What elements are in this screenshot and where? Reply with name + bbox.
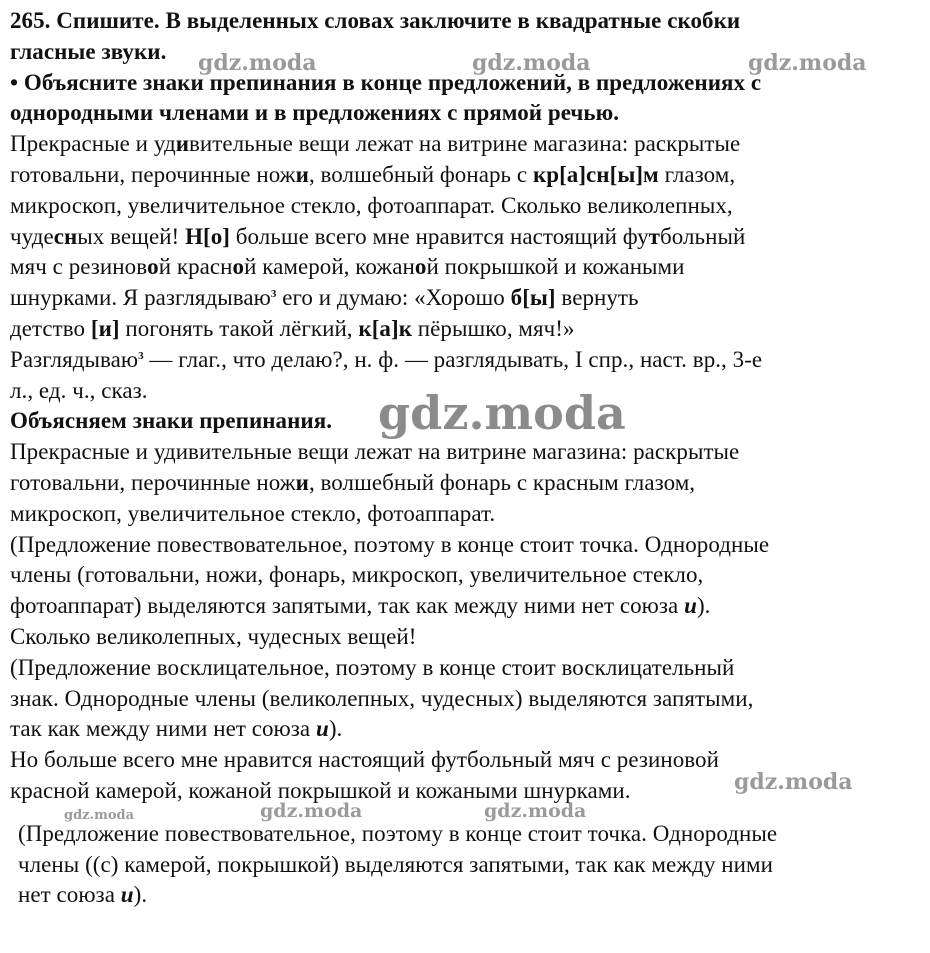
watermark: gdz.moda [748,50,867,76]
text-line: микроскоп, увеличительное стекло, фотоаппарат. Сколько великолепных, [10,192,733,218]
watermark: gdz.moda [472,50,591,76]
watermark: gdz.moda [64,808,135,823]
explain-line: так как между ними нет союза и). [10,716,343,742]
explain-line: Но больше всего мне нравится настоящий футбольный мяч с резиновой [10,747,719,773]
morph-note: л., ед. ч., сказ. [10,377,148,403]
explain-line: члены (готовальни, ножи, фонарь, микроскоп, увеличительное стекло, [10,562,704,588]
watermark: gdz.moda [734,769,853,795]
text-line: шнурками. Я разглядываю$^3$ его и думаю: «Хорошо б[ы] вернуть [10,285,639,311]
text-line: готовальни, перочинные ножи, волшебный фонарь с кр[а]сн[ы]м глазом, [10,161,736,187]
task-line: однородными членами и в предложениях с прямой речью. [10,100,620,126]
explain-line: (Предложение повествовательное, поэтому в конце стоит точка. Однородные [10,531,770,557]
task-line: • Объясните знаки препинания в конце предложений, в предложениях с [10,69,762,95]
explain-line: готовальни, перочинные ножи, волшебный фонарь с красным глазом, [10,469,696,495]
text-line: детство [и] погонять такой лёгкий, к[а]к пёрышко, мяч!» [10,315,575,341]
explain-line: Сколько великолепных, чудесных вещей! [10,623,417,649]
explain-line: (Предложение повествовательное, поэтому в конце стоит точка. Однородные [18,820,778,846]
section-heading: Объясняем знаки препинания. [10,408,333,434]
text-line: мяч с резиновой красной камерой, кожаной покрышкой и кожаными [10,254,685,280]
explain-line: нет союза и). [18,882,148,908]
task-line: гласные звуки. [10,38,167,64]
explain-line: микроскоп, увеличительное стекло, фотоаппарат. [10,500,496,526]
watermark: gdz.moda [260,800,363,822]
explain-line: члены ((с) камерой, покрышкой) выделяются запятыми, так как между ними [18,851,773,877]
watermark: gdz.moda [378,386,626,440]
explain-line: знак. Однородные члены (великолепных, чудесных) выделяются запятыми, [10,685,754,711]
watermark: gdz.moda [484,800,587,822]
explain-line: красной камерой, кожаной покрышкой и кожаными шнурками. [10,777,631,803]
task-line: 265. Спишите. В выделенных словах заключите в квадратные скобки [10,8,741,33]
text-line: чудесных вещей! Н[о] больше всего мне нравится настоящий футбольный [10,223,746,249]
exercise-number: 265. [10,8,51,33]
explain-line: (Предложение восклицательное, поэтому в конце стоит восклицательный [10,654,735,680]
watermark: gdz.moda [198,50,317,76]
explain-line: фотоаппарат) выделяются запятыми, так как между ними нет союза и). [10,593,711,619]
explain-line: Прекрасные и удивительные вещи лежат на витрине магазина: раскрытые [10,439,740,465]
morph-note: Разглядываю$^3$ — глаг., что делаю?, н. ф. — разглядывать, I спр., наст. вр., 3-е [10,346,763,372]
text-line: Прекрасные и удивительные вещи лежат на витрине магазина: раскрытые [10,131,741,157]
